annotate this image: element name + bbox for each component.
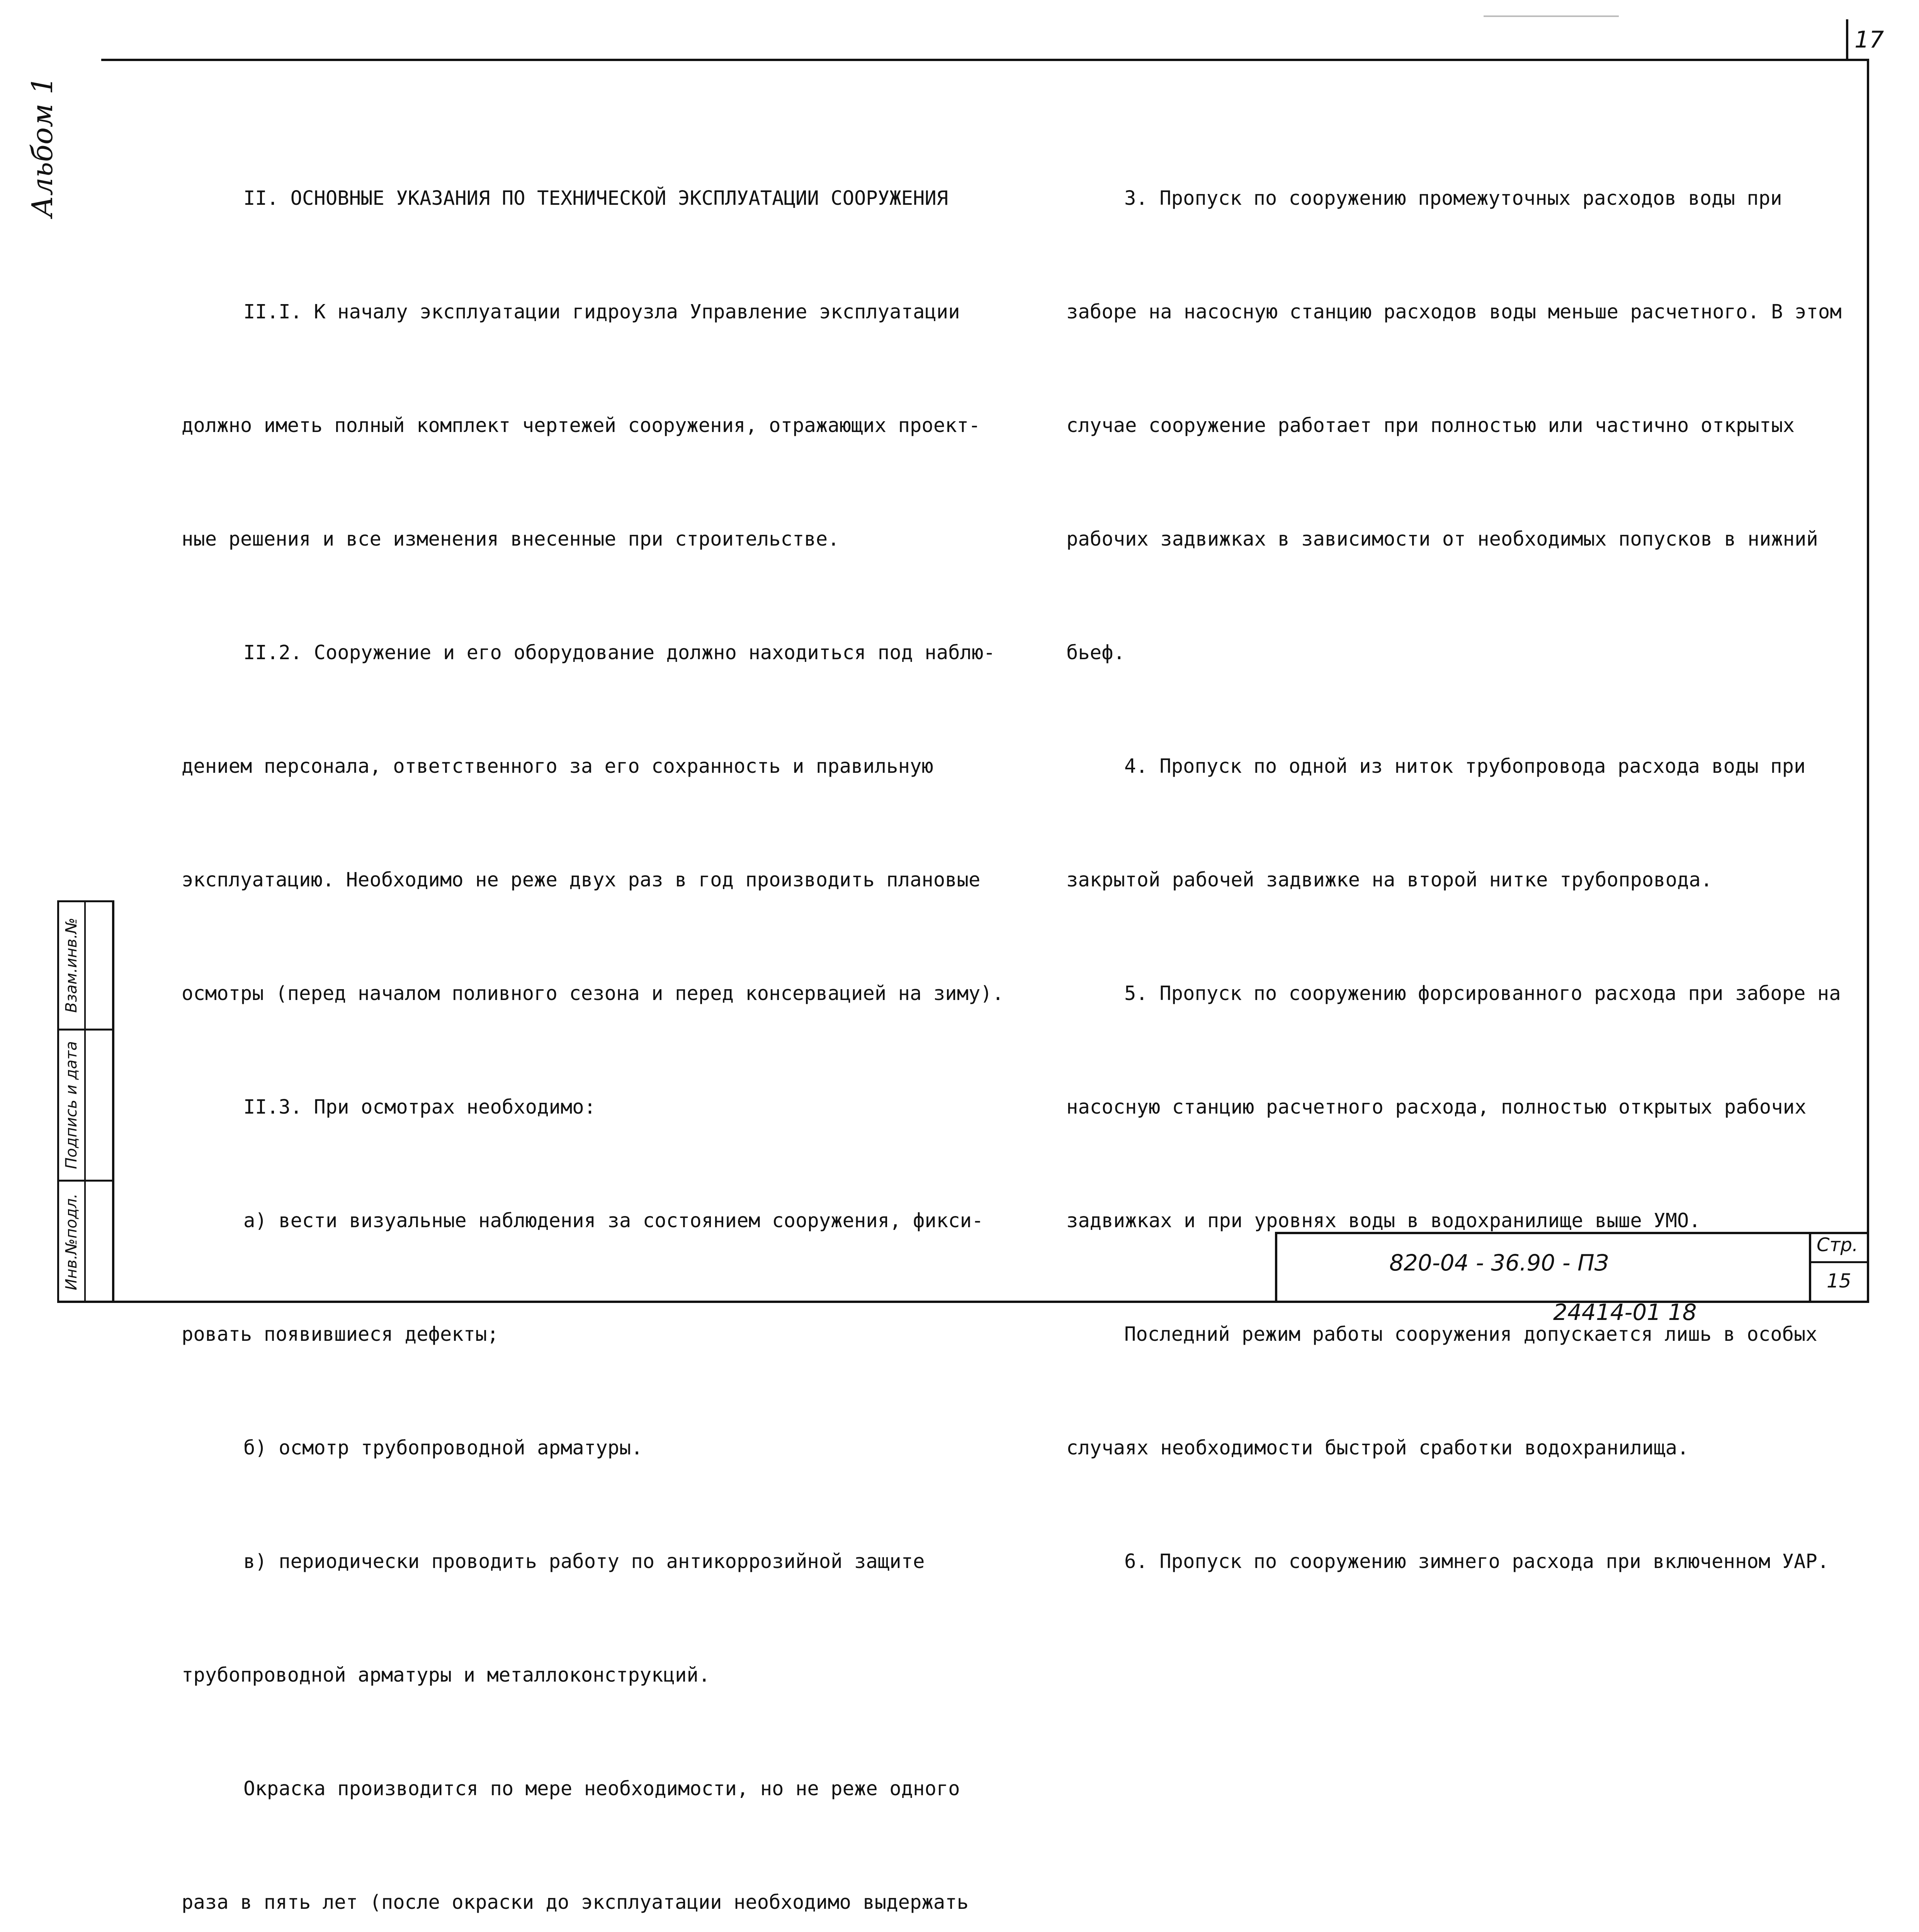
text-line: рабочих задвижках в зависимости от необходимых попусков в нижний — [1066, 527, 1818, 550]
text-line: 3. Пропуск по сооружению промежуточных расходов воды при — [1124, 187, 1782, 209]
text-line: закрытой рабочей задвижке на второй нитке трубопровода. — [1066, 868, 1713, 891]
text-line: 5. Пропуск по сооружению форсированного расхода при заборе на — [1124, 982, 1841, 1005]
stamp-cell-podpis-data-value — [86, 1031, 112, 1180]
text-line: дением персонала, ответственного за его сохранность и правильную — [182, 755, 933, 777]
top-dashes — [1484, 15, 1619, 17]
text-line: случае сооружение работает при полностью или частично открытых — [1066, 414, 1795, 437]
stamp-cell-inv-podl-value — [86, 1182, 112, 1302]
title-block — [1275, 1232, 1867, 1301]
text-line: Окраска производится по мере необходимости, но не реже одного — [243, 1777, 960, 1800]
stamp-cell-vzam-inv-label — [59, 902, 86, 1029]
text-line: заборе на насосную станцию расходов воды меньше расчетного. В этом — [1066, 300, 1842, 323]
page-box-divider — [1811, 1261, 1869, 1263]
text-line: эксплуатацию. Необходимо не реже двух раз в год производить плановые — [182, 868, 981, 891]
text-line: раза в пять лет (после окраски до эксплуатации необходимо выдержать — [182, 1891, 969, 1913]
stamp-cell-vzam-inv — [59, 902, 112, 1031]
stamp-podpis-data-text: Подпись и дата — [63, 1041, 81, 1169]
frame-left — [112, 900, 114, 1302]
text-line: бьеф. — [1066, 641, 1125, 664]
text-line: насосную станцию расчетного расхода, полностью открытых рабочих — [1066, 1095, 1807, 1118]
text-line: II.3. При осмотрах необходимо: — [243, 1095, 596, 1118]
text-line: II.2. Сооружение и его оборудование должно находиться под наблю- — [243, 641, 995, 664]
text-line: Последний режим работы сооружения допускается лишь в особых — [1124, 1323, 1817, 1345]
page-number-box — [1809, 1232, 1867, 1301]
stamp-cell-podpis-data-label — [59, 1031, 86, 1180]
text-line: в) периодически проводить работу по антикоррозийной защите — [243, 1550, 925, 1573]
stamp-cell-podpis-data — [59, 1031, 112, 1182]
stamp-cell-inv-podl-label — [59, 1182, 86, 1302]
text-line: должно иметь полный комплект чертежей сооружения, отражающих проект- — [182, 414, 981, 437]
document-code: 820-04 - 36.90 - ПЗ — [1389, 1250, 1609, 1276]
text-line: осмотры (перед началом поливного сезона и перед консервацией на зиму). — [182, 982, 1004, 1005]
bottom-code: 24414-01 18 — [1553, 1299, 1697, 1325]
text-line: б) осмотр трубопроводной арматуры. — [243, 1436, 643, 1459]
top-corner-line — [1846, 19, 1848, 59]
text-line: задвижках и при уровнях воды в водохранилище выше УМО. — [1066, 1209, 1701, 1232]
text-line: II.I. К началу эксплуатации гидроузла Управление эксплуатации — [243, 300, 960, 323]
page-label: Стр. — [1817, 1234, 1858, 1256]
page-number: 15 — [1827, 1270, 1851, 1292]
album-label: Альбом 1 — [26, 76, 59, 218]
text-line: 6. Пропуск по сооружению зимнего расхода при включенном УАР. — [1124, 1550, 1829, 1573]
text-line: случаях необходимости быстрой сработки водохранилища. — [1066, 1436, 1689, 1459]
stamp-strip — [57, 900, 112, 1302]
stamp-inv-podl-text: Инв.№подл. — [63, 1193, 81, 1291]
text-line: ровать появившиеся дефекты; — [182, 1323, 499, 1345]
text-line: 4. Пропуск по одной из ниток трубопровода расхода воды при — [1124, 755, 1806, 777]
section-heading: II. ОСНОВНЫЕ УКАЗАНИЯ ПО ТЕХНИЧЕСКОЙ ЭКСПЛУАТАЦИИ СООРУЖЕНИЯ — [243, 187, 948, 209]
text-line: ные решения и все изменения внесенные при строительстве. — [182, 527, 840, 550]
left-column — [182, 104, 1004, 1932]
frame-right — [1867, 59, 1869, 1303]
stamp-cell-vzam-inv-value — [86, 902, 112, 1029]
stamp-vzam-inv-text: Взам.инв.№ — [63, 918, 81, 1013]
text-line: трубопроводной арматуры и металлоконструкций. — [182, 1663, 710, 1686]
sheet-number: 17 — [1854, 26, 1884, 53]
text-line: а) вести визуальные наблюдения за состоянием сооружения, фикси- — [243, 1209, 984, 1232]
stamp-cell-inv-podl — [59, 1182, 112, 1302]
frame-top — [101, 59, 1867, 61]
right-column — [1066, 104, 1842, 1618]
